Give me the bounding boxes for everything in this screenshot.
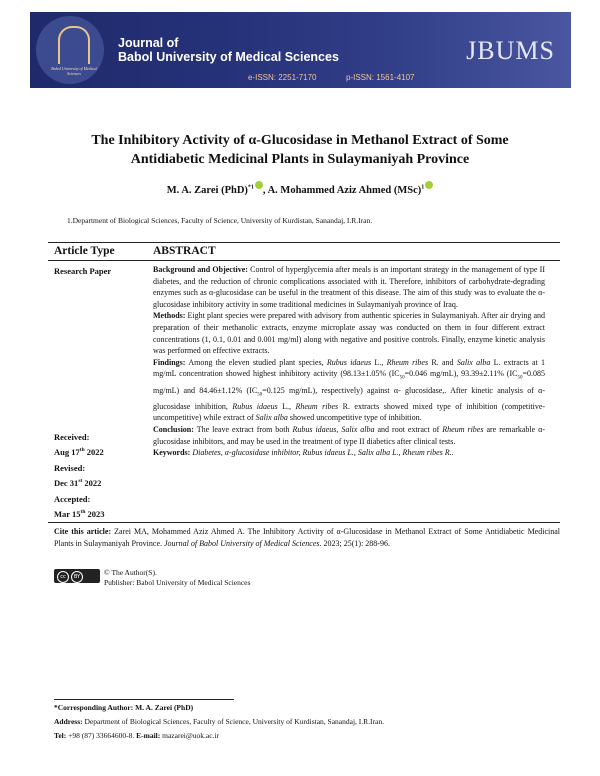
corresponding-address: Address: Department of Biological Sciences, Faculty of Science, University of Kurdistan, Sanandaj, I.R.Iran. <box>54 717 385 726</box>
author-1: M. A. Zarei (PhD) <box>166 185 248 196</box>
license-text <box>104 568 250 588</box>
divider-top <box>48 242 560 243</box>
divider-header <box>48 260 560 261</box>
abstract-findings: Findings: Among the eleven studied plant species, Rubus idaeus L., Rheum ribes R. and Salix alba L. extracts at 1 mg/mL concentration showed highest inhibitory activity (98.13±1.05% ($IC_{50}=0.046$ mg/mL), 93.39±2.11% ($IC_{50}=0.085$ mg/mL) and 84.46±1.12% ($IC_{50}=0.125$ mg/mL), respectively) against α- glucosidase,. After kinetic analysis of α-glucosidase inhibition, Rubus idaeus L., Rheum ribes R. extracts showed mixed type of inhibition (competitive- uncompetitive) while extract of Salix alba showed uncompetitive type of inhibition. <box>153 357 546 423</box>
by-icon: BY <box>71 571 83 583</box>
accepted-date: Mar 15th 2023 <box>54 509 105 519</box>
journal-title-line1: Journal of <box>118 36 179 50</box>
abstract-background: Background and Objective: Control of hyperglycemia after meals is an important strategy in the management of type II diabetes, and the reduction of chronic complications associated with it. Therefore, inhibitors of carbohydrate-degrading enzymes such as α-glucosidase can be useful in the treatment of this disease. The aim of this study was to evaluate the α-glucosidase inhibitory activity in some traditional medicines in Sulaymaniyah province of Iraq. <box>153 265 545 309</box>
author-list <box>40 181 560 196</box>
article-title <box>40 131 560 169</box>
pissn: p-ISSN: 1561-4107 <box>346 73 415 82</box>
cc-icon: cc <box>57 571 69 583</box>
logo-arch-icon <box>58 26 90 64</box>
author-1-affil: *1 <box>247 184 254 191</box>
citation: Cite this article: Zarei MA, Mohammed Aziz Ahmed A. The Inhibitory Activity of α-Glucosidase in Methanol Extract of Some Antidiabetic Medicinal Plants in Sulaymaniyah Province. Journal of Babol University of Medical Sciences. 2023; 25(1): 288-96. <box>54 527 560 548</box>
accepted-label: Accepted: <box>54 494 91 504</box>
logo-text: Babol University of Medical Sciences <box>51 66 97 76</box>
article-title-line1: The Inhibitory Activity of α-Glucosidase in Methanol Extract of Some <box>91 133 509 148</box>
journal-title-line2: Babol University of Medical Sciences <box>118 50 339 64</box>
journal-abbreviation: JBUMS <box>466 36 555 65</box>
received-label: Received: <box>54 432 90 442</box>
footnote-divider <box>54 699 234 700</box>
email-link[interactable]: mazarei@uok.ac.ir <box>160 731 220 740</box>
article-type-heading: Article Type <box>54 245 115 257</box>
copyright: © The Author(S). <box>104 568 157 577</box>
orcid-icon[interactable] <box>425 181 433 189</box>
journal-title <box>118 36 339 64</box>
cc-license-badge[interactable] <box>54 569 100 583</box>
divider-bottom <box>48 522 560 523</box>
received-date: Aug 17th 2022 <box>54 447 104 457</box>
revised-label: Revised: <box>54 463 86 473</box>
author-2: A. Mohammed Aziz Ahmed (MSc) <box>267 185 422 196</box>
abstract-heading: ABSTRACT <box>153 245 216 257</box>
abstract-keywords: Keywords: Diabetes, α-glucosidase inhibitor, Rubus idaeus L., Salix alba L., Rheum ribes R.. <box>153 448 454 458</box>
corresponding-author: *Corresponding Author: M. A. Zarei (PhD) <box>54 703 194 712</box>
eissn: e-ISSN: 2251-7170 <box>248 73 317 82</box>
revised-date: Dec 31st 2022 <box>54 478 102 488</box>
orcid-icon[interactable] <box>255 181 263 189</box>
abstract-body <box>153 264 545 459</box>
author-2-affil: 1 <box>421 184 425 191</box>
author-separator: , <box>262 185 268 196</box>
abstract-methods: Methods: Eight plant species were prepared with advisory from authentic spiceries in Sulaymaniyah. After air drying and preparation of their methanolic extracts, enzyme microplate assay was conducted on them in four different extract concentrations (1, 0.1, 0.01 and 0.001 mg/ml) along with negative and positive controls. Finally, enzyme kinetic analysis was performed on effective extracts. <box>153 311 545 356</box>
corresponding-contact: Tel: +98 (87) 33664600-8. E-mail: mazarei@uok.ac.ir <box>54 731 220 740</box>
affiliation: 1.Department of Biological Sciences, Faculty of Science, University of Kurdistan, Sanandaj, I.R.Iran. <box>67 216 373 225</box>
abstract-conclusion: Conclusion: The leave extract from both Rubus idaeus, Salix alba and root extract of Rheum ribes are remarkable α-glucosidase inhibitors, and may be used in the treatment of type II diabetics after clinical tests. <box>153 424 546 446</box>
university-logo <box>36 16 104 84</box>
article-title-line2: Antidiabetic Medicinal Plants in Sulaymaniyah Province <box>130 152 470 167</box>
article-type: Research Paper <box>54 266 112 276</box>
publisher: Publisher: Babol University of Medical Sciences <box>104 578 251 587</box>
journal-banner <box>30 12 571 88</box>
